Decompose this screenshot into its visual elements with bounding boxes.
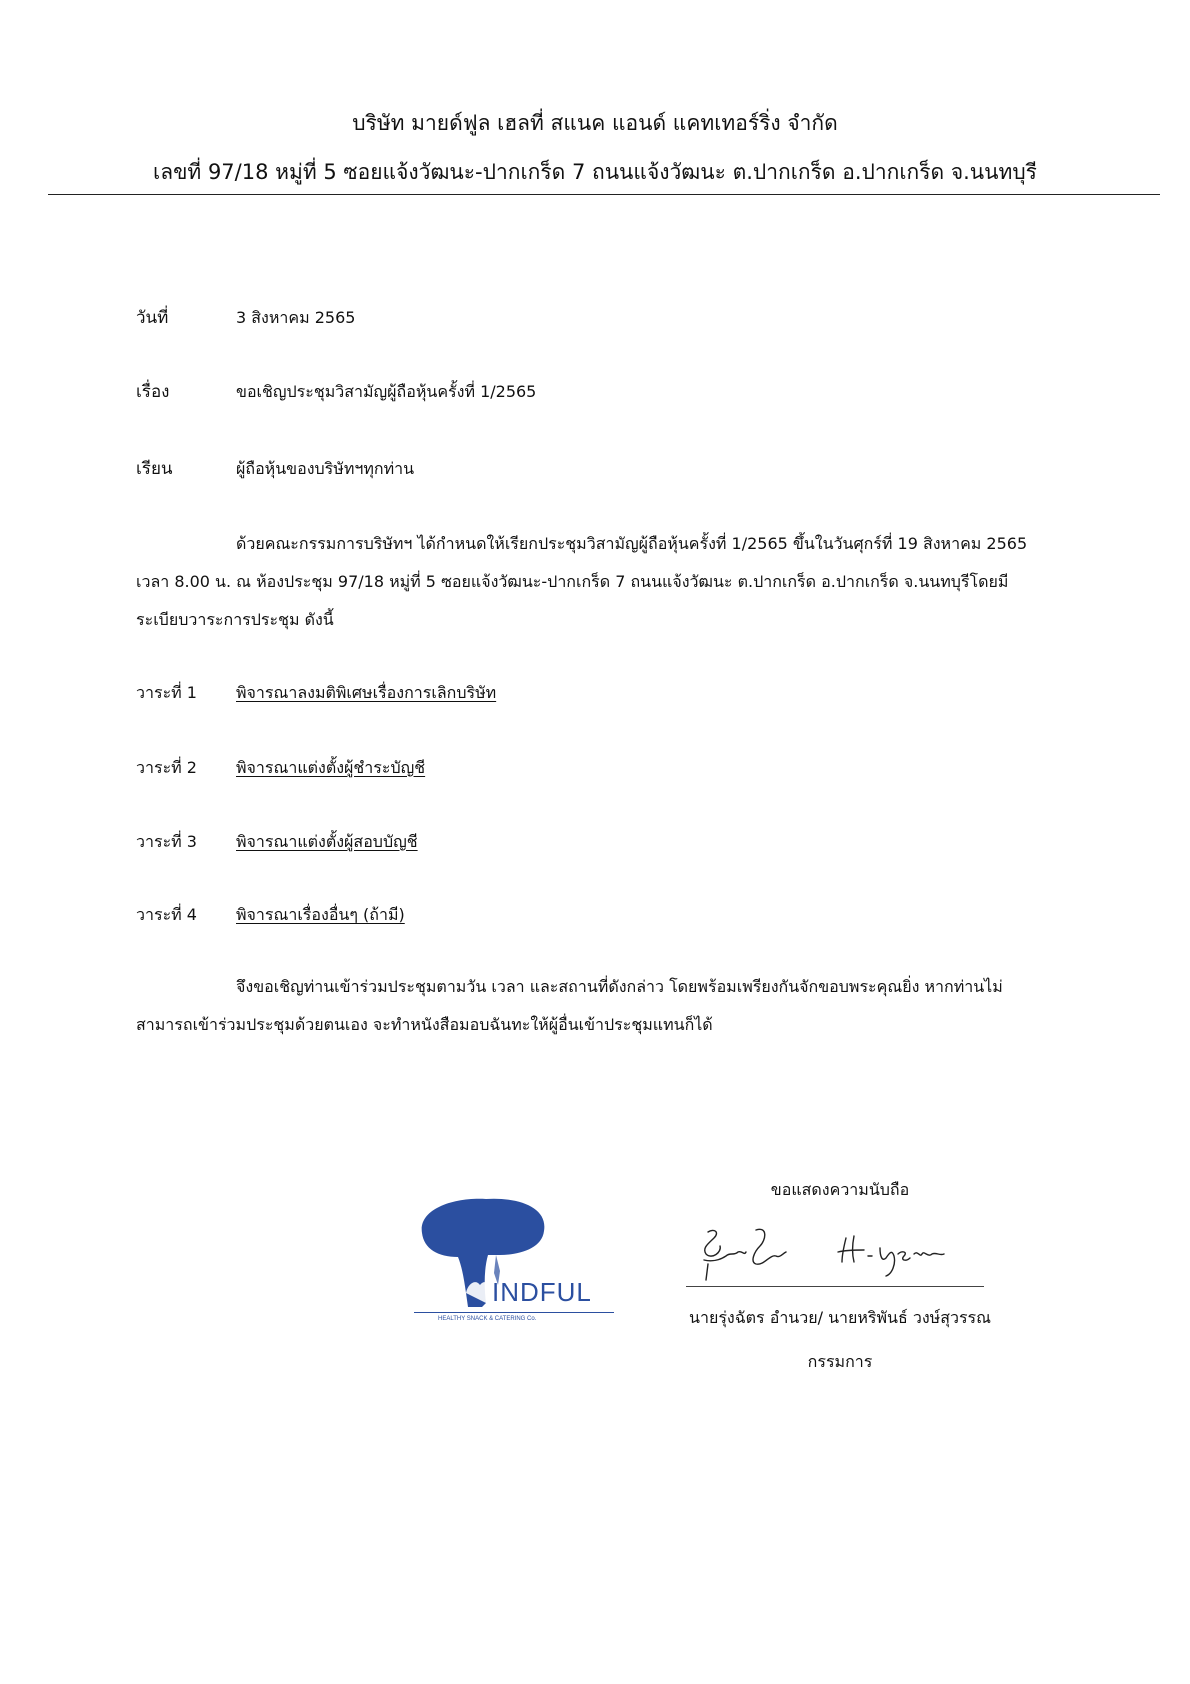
agenda-item-2 xyxy=(136,756,425,781)
signature-line xyxy=(686,1286,984,1287)
intro-line-2: เวลา 8.00 น. ณ ห้องประชุม 97/18 หมู่ที่ 5 ซอยแจ้งวัฒนะ-ปากเกร็ด 7 ถนนแจ้งวัฒนะ ต.ปากเกร็ด อ.ปากเกร็ด จ.นนทบุรีโดยมี xyxy=(136,572,1009,591)
to-label: เรียน xyxy=(136,459,173,479)
closing-line-2: สามารถเข้าร่วมประชุมด้วยตนเอง จะทำหนังสือมอบฉันทะให้ผู้อื่นเข้าประชุมแทนก็ได้ xyxy=(136,1015,713,1034)
date-label: วันที่ xyxy=(136,308,169,328)
handwritten-signature xyxy=(686,1222,986,1292)
date-value: 3 สิงหาคม 2565 xyxy=(236,308,356,327)
agenda-text: พิจารณาแต่งตั้งผู้สอบบัญชี xyxy=(236,832,418,851)
agenda-item-3 xyxy=(136,830,418,855)
agenda-item-1 xyxy=(136,681,496,706)
agenda-number: วาระที่ 1 xyxy=(136,683,197,702)
agenda-text: พิจารณาแต่งตั้งผู้ชำระบัญชี xyxy=(236,758,426,777)
signature-icon xyxy=(686,1222,986,1292)
company-address: เลขที่ 97/18 หมู่ที่ 5 ซอยแจ้งวัฒนะ-ปากเกร็ด 7 ถนนแจ้งวัฒนะ ต.ปากเกร็ด อ.ปากเกร็ด จ.นนทบุรี xyxy=(153,160,1037,184)
agenda-number: วาระที่ 4 xyxy=(136,905,197,924)
subject-label: เรื่อง xyxy=(136,382,170,402)
logo-underline xyxy=(414,1312,614,1313)
closing-line-1: จึงขอเชิญท่านเข้าร่วมประชุมตามวัน เวลา และสถานที่ดังกล่าว โดยพร้อมเพรียงกันจักขอบพระคุณยิ่ง หากท่านไม่ xyxy=(236,977,1003,996)
intro-line-1: ด้วยคณะกรรมการบริษัทฯ ได้กำหนดให้เรียกประชุมวิสามัญผู้ถือหุ้นครั้งที่ 1/2565 ขึ้นในวันศุกร์ที่ 19 สิงหาคม 2565 xyxy=(236,534,1028,553)
agenda-text: พิจารณาเรื่องอื่นๆ (ถ้ามี) xyxy=(236,905,405,924)
signatory-position: กรรมการ xyxy=(807,1352,873,1371)
intro-line-3: ระเบียบวาระการประชุม ดังนี้ xyxy=(136,610,334,629)
company-name: บริษัท มายด์ฟูล เฮลที่ สแนค แอนด์ แคทเทอร์ริ่ง จำกัด xyxy=(352,111,838,135)
to-value: ผู้ถือหุ้นของบริษัทฯทุกท่าน xyxy=(236,459,415,478)
signatory-names: นายรุ่งฉัตร อำนวย/ นายหริพันธ์ วงษ์สุวรรณ xyxy=(689,1308,991,1327)
agenda-text: พิจารณาลงมติพิเศษเรื่องการเลิกบริษัท xyxy=(236,683,497,702)
mushroom-logo-icon xyxy=(414,1195,614,1330)
company-logo xyxy=(414,1195,614,1330)
regards-text: ขอแสดงความนับถือ xyxy=(770,1180,910,1199)
agenda-number: วาระที่ 3 xyxy=(136,832,197,851)
agenda-item-4 xyxy=(136,903,405,928)
logo-wordmark: INDFUL xyxy=(492,1277,592,1307)
subject-value: ขอเชิญประชุมวิสามัญผู้ถือหุ้นครั้งที่ 1/2565 xyxy=(236,382,537,401)
logo-tagline: HEALTHY SNACK & CATERING Co. xyxy=(438,1316,537,1322)
header-divider xyxy=(48,194,1160,195)
agenda-number: วาระที่ 2 xyxy=(136,758,197,777)
